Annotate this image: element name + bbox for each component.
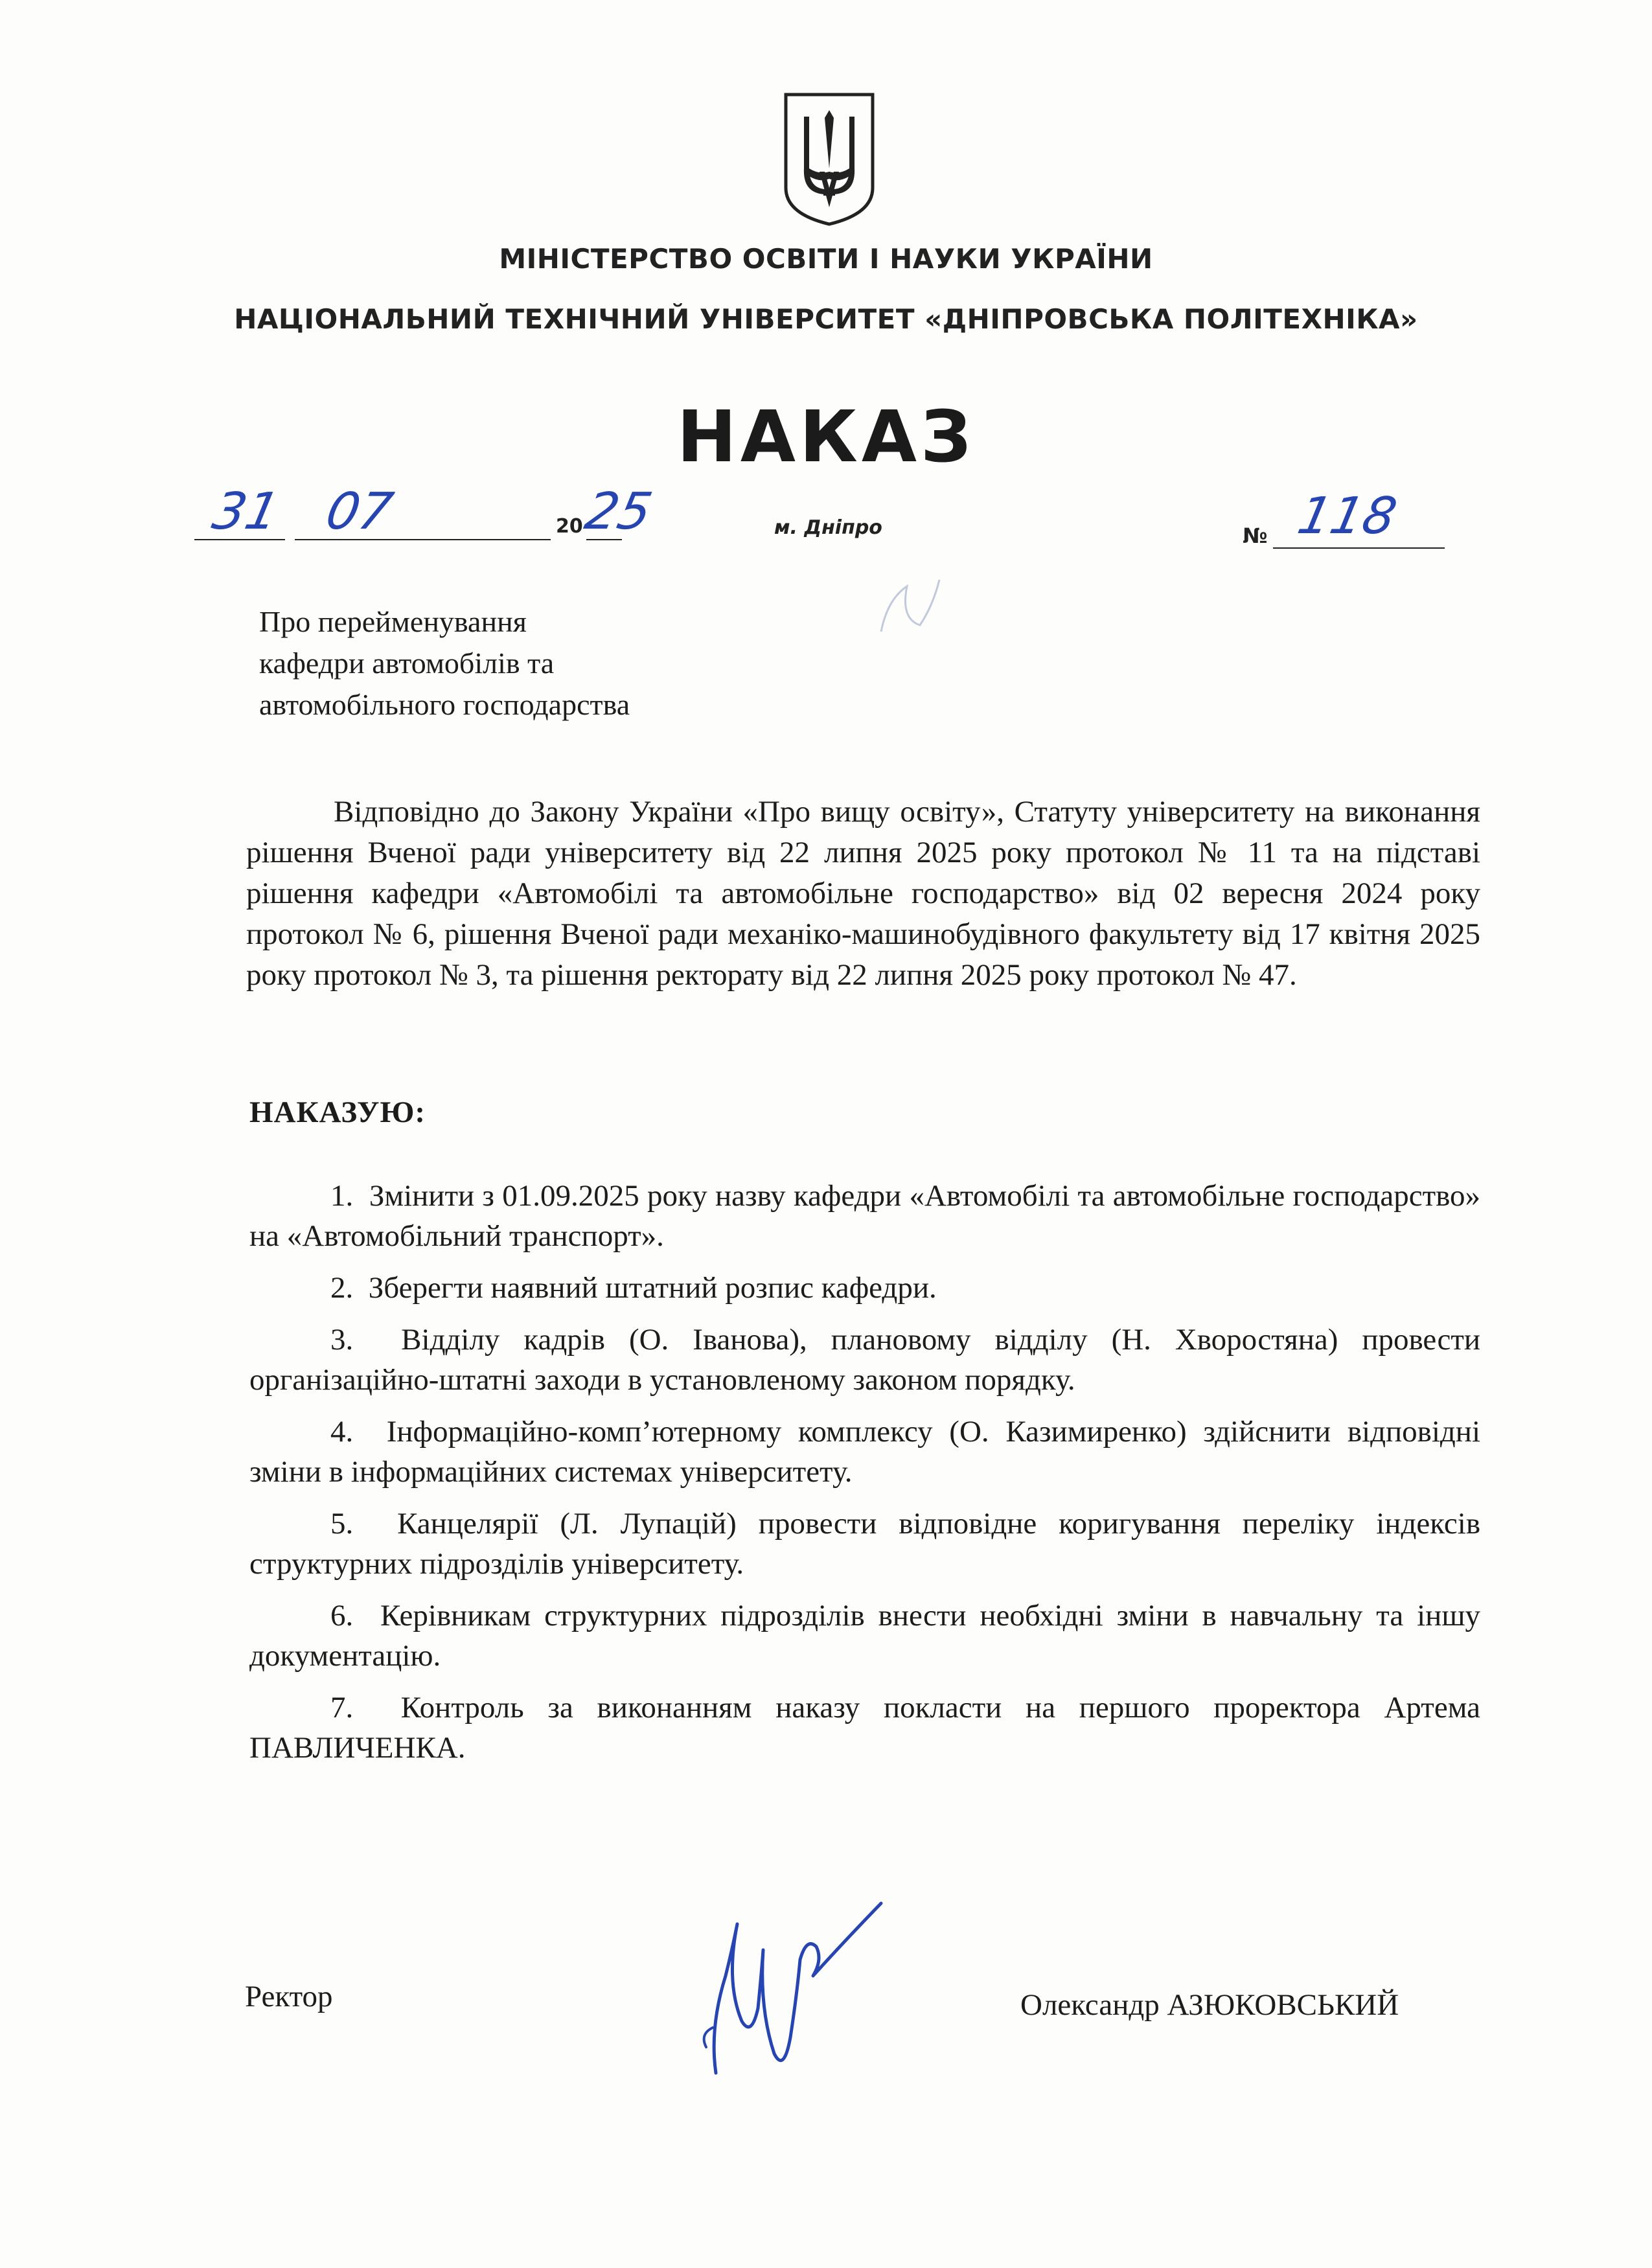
item-number: 4. <box>330 1415 354 1449</box>
item-number: 6. <box>330 1599 354 1632</box>
signatory-name: Олександр АЗЮКОВСЬКИЙ <box>1020 1988 1399 2022</box>
signatory-title: Ректор <box>245 1980 333 2013</box>
handwritten-month: 07 <box>321 483 398 541</box>
item-text: Зберегти наявний штатний розпис кафедри. <box>368 1271 937 1305</box>
number-sign: № <box>1243 523 1268 548</box>
order-item <box>249 1504 1480 1584</box>
order-item <box>249 1412 1480 1492</box>
item-number: 5. <box>330 1507 354 1541</box>
order-item <box>249 1688 1480 1768</box>
document-title: НАКАЗ <box>676 395 976 478</box>
trident-coat-of-arms-icon <box>781 91 878 227</box>
item-text: Керівникам структурних підрозділів внести необхідні зміни в навчальну та іншу документацію. <box>249 1599 1481 1673</box>
city: м. Дніпро <box>774 516 882 539</box>
subject-line: кафедри автомобілів та <box>259 647 555 680</box>
item-text: Відділу кадрів (О. Іванова), плановому відділу (Н. Хворостяна) провести організаційно-штатні заходи в установленому законом порядку. <box>249 1323 1481 1397</box>
item-number: 3. <box>330 1323 354 1357</box>
handwritten-signature <box>687 1898 894 2092</box>
subject-line: Про перейменування <box>259 605 527 638</box>
university-name: НАЦІОНАЛЬНИЙ ТЕХНІЧНИЙ УНІВЕРСИТЕТ «ДНІПРОВСЬКА ПОЛІТЕХНІКА» <box>234 303 1418 335</box>
item-text: Змінити з 01.09.2025 року назву кафедри «Автомобілі та автомобільне господарство» на «Автомобільний транспорт». <box>249 1179 1480 1253</box>
order-subject <box>259 601 907 726</box>
subject-line: автомобільного господарства <box>259 688 630 721</box>
ministry-name: МІНІСТЕРСТВО ОСВІТИ І НАУКИ УКРАЇНИ <box>499 243 1153 275</box>
item-number: 2. <box>330 1271 354 1305</box>
order-directive-heading: НАКАЗУЮ: <box>249 1095 426 1129</box>
item-number: 1. <box>330 1179 354 1213</box>
item-text: Канцелярії (Л. Лупацій) провести відповідне коригування переліку індексів структурних підрозділів університету. <box>249 1507 1481 1581</box>
item-number: 7. <box>330 1691 354 1724</box>
preamble-paragraph: Відповідно до Закону України «Про вищу освіту», Статуту університету на виконання рішення Вченої ради університету від 22 липня 2025 року протокол № 11 та на підставі рішення кафедри «Автомобілі та автомобільне господарство» від 02 вересня 2024 року протокол № 6, рішення Вченої ради механіко-машинобудівного факультету від 17 квітня 2025 року протокол № 3, та рішення ректорату від 22 липня 2025 року протокол № 47. <box>246 795 1480 992</box>
order-items-list <box>249 1176 1480 1780</box>
handwritten-day: 31 <box>207 483 284 541</box>
item-text: Контроль за виконанням наказу покласти на першого проректора Артема ПАВЛИЧЕНКА. <box>249 1691 1480 1765</box>
handwritten-year-suffix: 25 <box>580 483 657 541</box>
handwritten-order-number: 118 <box>1292 487 1402 545</box>
order-item <box>249 1320 1480 1400</box>
year-prefix: 20 <box>556 515 583 538</box>
order-item <box>249 1268 1480 1308</box>
order-item <box>249 1596 1480 1676</box>
item-text: Інформаційно-комп’ютерному комплексу (О. Казимиренко) здійснити відповідні зміни в інформаційних системах університету. <box>249 1415 1481 1489</box>
number-underline <box>1273 547 1445 549</box>
order-item <box>249 1176 1480 1256</box>
